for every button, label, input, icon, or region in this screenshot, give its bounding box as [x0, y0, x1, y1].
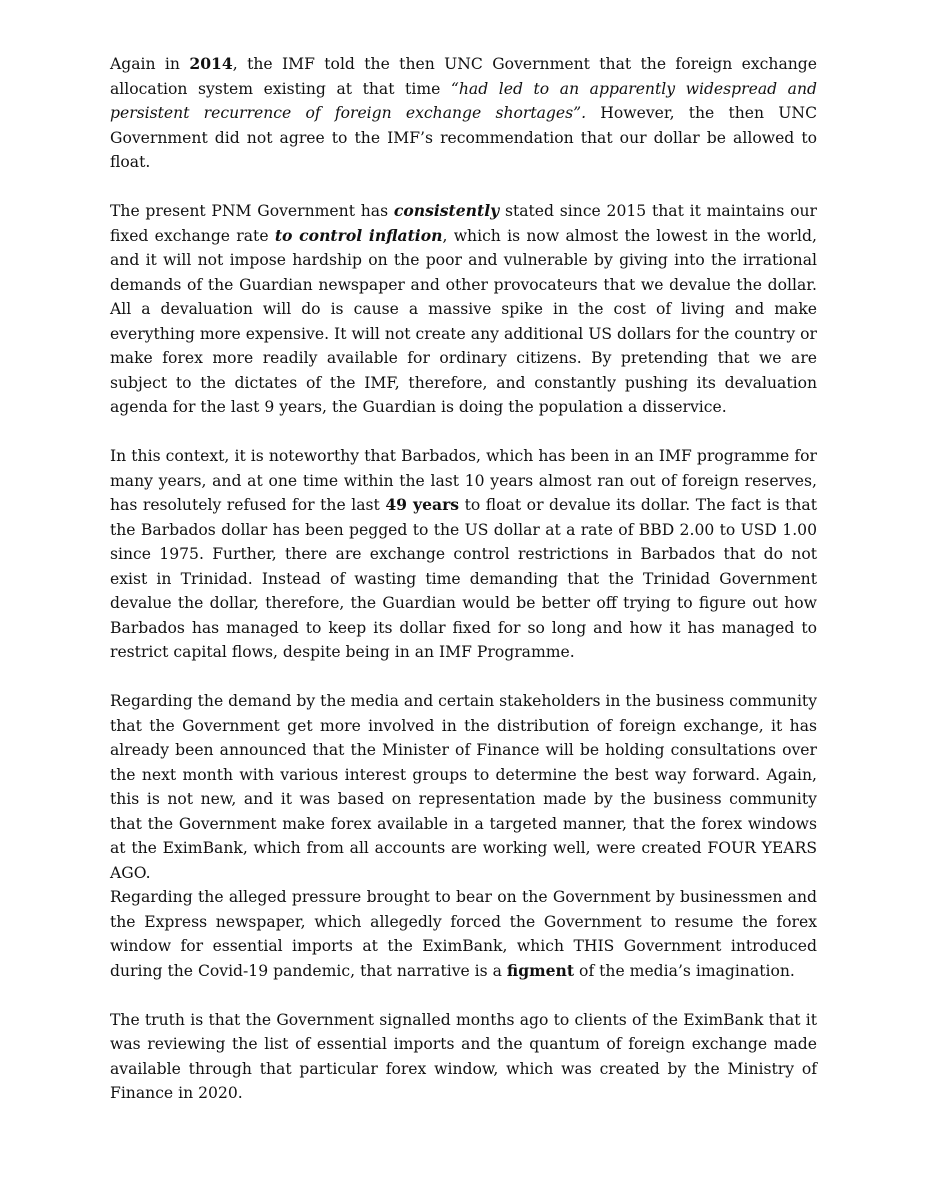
text-run: , the IMF told the then UNC Government that the foreign exchange allocation system existing at that time — [110, 55, 818, 98]
text-run-italic-quote: “had led to an apparently widespread and persistent recurrence of foreign exchange shortages”. — [110, 79, 817, 122]
text-run-bold: figment — [506, 960, 575, 980]
text-run-bold-italic: consistently — [393, 201, 500, 220]
text-run-bold: 2014 — [189, 54, 233, 73]
text-run-bold: 49 years — [385, 495, 460, 514]
paragraph-5 — [110, 885, 817, 983]
text-run: The truth is that the Government signalled months ago to clients of the EximBank that it was reviewing the list of essential imports and the quantum of foreign exchange made available through that particular forex window, which was created by the Ministry of Finance in 2020. — [110, 1010, 817, 1102]
text-run: stated since 2015 that it maintains our fixed exchange rate — [110, 202, 817, 245]
document-page — [110, 52, 817, 1130]
text-run: Regarding the demand by the media and certain stakeholders in the business community that the Government get more involved in the distribution of foreign exchange, it has already been announced that the Minister of Finance will be holding consultations over the next month with various interest groups to determine the best way forward. Again, this is not new, and it was based on representation made by the business community that the Government make forex available in a targeted manner, that the forex windows at the EximBank, which from all accounts are working well, were created FOUR YEARS AGO. — [110, 692, 818, 882]
text-run-bold-italic: to control inflation — [274, 225, 443, 245]
text-run: Again in — [110, 55, 190, 73]
text-run: In this context, it is noteworthy that Barbados, which has been in an IMF programme for many years, and at one time within the last 10 years almost ran out of foreign reserves, has resolutely refused for the last — [110, 447, 817, 514]
paragraph-4 — [110, 689, 817, 885]
paragraph-1 — [110, 52, 817, 175]
text-run: of the media’s imagination. — [574, 961, 795, 980]
text-run: , which is now almost the lowest in the world, and it will not impose hardship on the poor and vulnerable by giving into the irrational demands of the Guardian newspaper and other provocateurs that we devalue the dollar. All a devaluation will do is cause a massive spike in the cost of living and make everything more expensive. It will not create any additional US dollars for the country or make forex more readily available for ordinary citizens. By pretending that we are subject to the dictates of the IMF, therefore, and constantly pushing its devaluation agenda for the last 9 years, the Guardian is doing the population a disservice. — [110, 226, 817, 416]
paragraph-6 — [110, 1008, 817, 1106]
text-run: to float or devalue its dollar. The fact is that the Barbados dollar has been pegged to the US dollar at a rate of BBD 2.00 to USD 1.00 since 1975. Further, there are exchange control restrictions in Barbados that do not exist in Trinidad. Instead of wasting time demanding that the Trinidad Government devalue the dollar, therefore, the Guardian would be better off trying to figure out how Barbados has managed to keep its dollar fixed for so long and how it has managed to restrict capital flows, despite being in an IMF Programme. — [110, 496, 817, 661]
text-run: Regarding the alleged pressure brought to bear on the Government by businessmen and the Express newspaper, which allegedly forced the Government to resume the forex window for essential imports at the EximBank, which THIS Government introduced during the Covid-19 pandemic, that narrative is a — [110, 888, 817, 980]
paragraph-2 — [110, 199, 817, 420]
text-run: However, the then UNC Government did not agree to the IMF’s recommendation that our dollar be allowed to float. — [110, 104, 817, 171]
paragraph-3 — [110, 444, 817, 665]
text-run: The present PNM Government has — [110, 202, 394, 220]
